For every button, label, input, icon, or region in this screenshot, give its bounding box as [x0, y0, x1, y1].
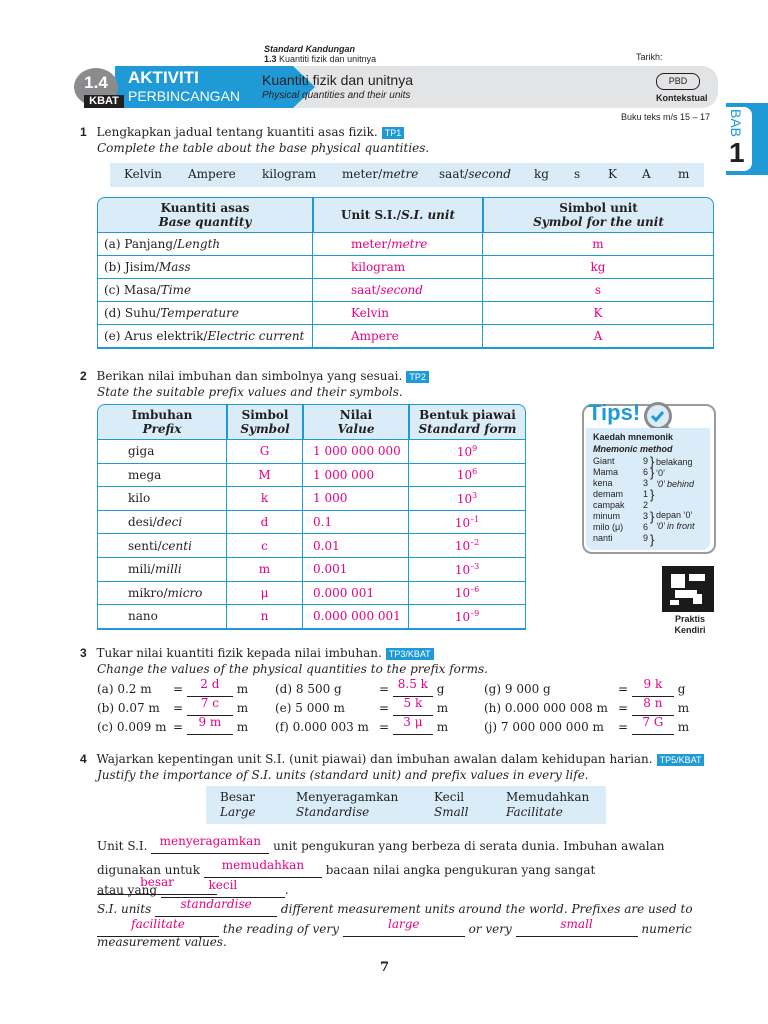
tarikh-label: Tarikh: — [636, 52, 663, 62]
q4-word-box — [206, 786, 606, 824]
th-prefix: Imbuhan Prefix — [97, 404, 227, 440]
std-num: 1.3 — [264, 54, 277, 64]
table-row: (d) Suhu/Temperature Kelvin K — [97, 302, 714, 325]
prefix-table — [97, 404, 526, 630]
q4-tp-badge: TP5/KBAT — [657, 754, 705, 766]
table-row: (e) Arus elektrik/Electric current Ampere A — [97, 325, 714, 349]
conversion-answer[interactable]: 8.5 k — [397, 677, 428, 691]
q4-prompt — [80, 751, 704, 767]
page-number: 7 — [380, 960, 390, 975]
q1-word-box — [110, 163, 704, 187]
praktis-kendiri-label: Praktis Kendiri — [674, 614, 706, 635]
mnemonic-words: Giant Mama kena demam campak minum milo (μ) nanti — [593, 456, 625, 543]
table-row: senti/centi c 0.01 $10^{-2}$ — [97, 534, 526, 558]
th-symbol: Simbol Symbol — [227, 404, 303, 440]
bab-label: BAB — [728, 109, 744, 138]
std-label: Standard Kandungan — [264, 44, 356, 54]
word-kecil: Kecil — [434, 790, 465, 804]
q3-number: 3 — [80, 646, 87, 660]
q2-text-en: State the suitable prefix values and their symbols. — [97, 385, 403, 399]
word-k: K — [608, 167, 617, 181]
conversion-answer[interactable]: 5 k — [403, 696, 423, 710]
textbook-reference: Buku teks m/s 15 – 17 — [621, 112, 711, 122]
q4-paragraph-ms-1: Unit S.I. menyeragamkan unit pengukuran yang berbeza di serata dunia. Imbuhan awalan — [97, 834, 665, 853]
table-row: kilo k 1 000 $10^3$ — [97, 487, 526, 511]
q1-text-ms: Lengkapkan jadual tentang kuantiti asas fizik. — [96, 125, 378, 139]
pbd-badge: PBD — [656, 73, 700, 90]
conversion-answer[interactable]: 2 d — [200, 677, 220, 691]
q3-prompt — [80, 645, 434, 661]
tips-heading-ms: Kaedah mnemonik — [593, 432, 674, 442]
page-title: Kuantiti fizik dan unitnya — [262, 72, 413, 88]
answer-menyeragamkan[interactable]: menyeragamkan — [159, 834, 261, 848]
conversion-answer[interactable]: 9 k — [643, 677, 663, 691]
table-row: mikro/micro μ 0.000 001 $10^{-6}$ — [97, 582, 526, 606]
kbat-label: KBAT — [84, 95, 124, 108]
word-large: Large — [220, 805, 256, 819]
conversion-answer[interactable]: 9 m — [198, 715, 222, 729]
conversion-answer[interactable]: 8 n — [643, 696, 663, 710]
table-row: mega M 1 000 000 $10^6$ — [97, 464, 526, 488]
tips-heading-en: Mnemonic method — [593, 444, 673, 454]
tips-title: Tips! — [588, 400, 641, 425]
q1-tp-badge: TP1 — [382, 127, 405, 139]
qr-code-icon[interactable] — [662, 566, 714, 612]
q2-number: 2 — [80, 369, 87, 383]
conversion-answer[interactable]: 3 μ — [403, 715, 423, 729]
th-standard-form: Bentuk piawai Standard form — [409, 404, 526, 440]
word-memudahkan: Memudahkan — [506, 790, 590, 804]
word-s: s — [574, 167, 581, 181]
tips-note-behind: belakang ‘0’ ‘0’ behind — [656, 457, 695, 489]
word-saat: saat/second — [439, 167, 511, 181]
conversion-item: (h) 0.000 000 008 m = 8 n m — [484, 696, 690, 715]
chapter-tab — [726, 103, 768, 175]
tips-note-front: depan ‘0’ ‘0’ in front — [656, 510, 695, 531]
activity-banner — [70, 66, 718, 108]
answer-besar[interactable]: besar — [140, 875, 174, 889]
q4-paragraph-en-3: measurement values. — [97, 935, 227, 949]
q1-text-en: Complete the table about the base physical quantities. — [97, 141, 430, 155]
word-facilitate: Facilitate — [506, 805, 563, 819]
word-besar: Besar — [220, 790, 255, 804]
q3-text-en: Change the values of the physical quantities to the prefix forms. — [97, 662, 488, 676]
q4-text-ms: Wajarkan kepentingan unit S.I. (unit piawai) dan imbuhan awalan dalam kehidupan harian. — [96, 752, 653, 766]
q3-text-ms: Tukar nilai kuantiti fizik kepada nilai imbuhan. — [96, 646, 382, 660]
conversion-item: (f) 0.000 003 m = 3 μ m — [275, 715, 449, 734]
q4-paragraph-en-1: S.I. units standardise different measurement units around the world. Prefixes are used to — [97, 897, 693, 916]
q4-paragraph-ms-3: atau yang kecil . — [97, 878, 289, 897]
bab-number: 1 — [729, 137, 745, 168]
th-value: Nilai Value — [303, 404, 409, 440]
conversion-item: (b) 0.07 m = 7 c m — [97, 696, 249, 715]
word-small: Small — [434, 805, 469, 819]
std-text: Kuantiti fizik dan unitnya — [279, 54, 377, 64]
base-quantity-table — [97, 197, 714, 349]
table-row: (a) Panjang/Length meter/metre m — [97, 233, 714, 256]
q4-paragraph-ms-2: digunakan untuk memudahkan bacaan nilai angka pengukuran yang sangat besar — [97, 861, 717, 895]
th-base-quantity: Kuantiti asas Base quantity — [97, 197, 313, 233]
q4-text-en: Justify the importance of S.I. units (standard unit) and prefix values in every life. — [97, 768, 589, 782]
word-menyeragamkan: Menyeragamkan — [296, 790, 399, 804]
activity-label: AKTIVITI — [128, 68, 199, 87]
standard-kandungan — [264, 44, 376, 64]
word-ampere: Ampere — [188, 167, 236, 181]
table-row: mili/milli m 0.001 $10^{-3}$ — [97, 558, 526, 582]
conversion-answer[interactable]: 7 c — [200, 696, 219, 710]
th-si-unit: Unit S.I./S.I. unit — [313, 197, 483, 233]
conversion-item: (c) 0.009 m = 9 m m — [97, 715, 249, 734]
word-kilogram: kilogram — [262, 167, 317, 181]
q2-text-ms: Berikan nilai imbuhan dan simbolnya yang sesuai. — [96, 369, 403, 383]
word-kg: kg — [534, 167, 549, 181]
answer-facilitate[interactable]: facilitate — [131, 917, 185, 931]
mnemonic-numbers: 9 6 3 1 2 3 6 9 — [642, 456, 648, 543]
activity-type: PERBINCANGAN — [128, 88, 241, 104]
q3-tp-badge: TP3/KBAT — [386, 648, 434, 660]
q2-tp-badge: TP2 — [406, 371, 429, 383]
table-row: desi/deci d 0.1 $10^{-1}$ — [97, 511, 526, 535]
q1-prompt — [80, 124, 404, 140]
word-meter: meter/metre — [342, 167, 419, 181]
tips-box: Tips! Kaedah mnemonik Mnemonic method Giant Mama kena demam campak minum milo (μ) nanti 9 6 3 1 2 3 6 9 } } } } } belakang ‘0’ ‘0’ behind depan ‘0’ ‘0’ in front — [582, 404, 716, 554]
q4-paragraph-en-2: facilitate the reading of very large or very small numeric — [97, 920, 717, 937]
word-standardise: Standardise — [296, 805, 370, 819]
answer-memudahkan[interactable]: memudahkan — [221, 858, 305, 872]
word-kelvin: Kelvin — [124, 167, 162, 181]
answer-kecil[interactable]: kecil — [208, 878, 238, 892]
answer-standardise[interactable]: standardise — [180, 897, 252, 911]
kontekstual-label: Kontekstual — [656, 93, 708, 103]
conversion-item: (a) 0.2 m = 2 d m — [97, 677, 249, 696]
answer-large[interactable]: large — [387, 917, 420, 931]
conversion-item: (d) 8 500 g = 8.5 k g — [275, 677, 445, 696]
magnifier-icon — [644, 402, 672, 430]
q4-number: 4 — [80, 752, 87, 766]
conversion-item: (e) 5 000 m = 5 k m — [275, 696, 449, 715]
table-row: nano n 0.000 000 001 $10^{-9}$ — [97, 605, 526, 630]
conversion-item: (g) 9 000 g = 9 k g — [484, 677, 686, 696]
table-row: giga G 1 000 000 000 $10^9$ — [97, 440, 526, 464]
th-unit-symbol: Simbol unit Symbol for the unit — [483, 197, 714, 233]
conversion-item: (j) 7 000 000 000 m = 7 G m — [484, 715, 690, 734]
table-row: (b) Jisim/Mass kilogram kg — [97, 256, 714, 279]
word-m: m — [678, 167, 690, 181]
word-a: A — [642, 167, 651, 181]
q1-number: 1 — [80, 125, 87, 139]
activity-number: 1.4 — [74, 68, 118, 106]
page-subtitle: Physical quantities and their units — [262, 90, 411, 101]
conversion-answer[interactable]: 7 G — [642, 715, 664, 729]
table-row: (c) Masa/Time saat/second s — [97, 279, 714, 302]
answer-small[interactable]: small — [560, 917, 593, 931]
q2-prompt — [80, 368, 429, 384]
